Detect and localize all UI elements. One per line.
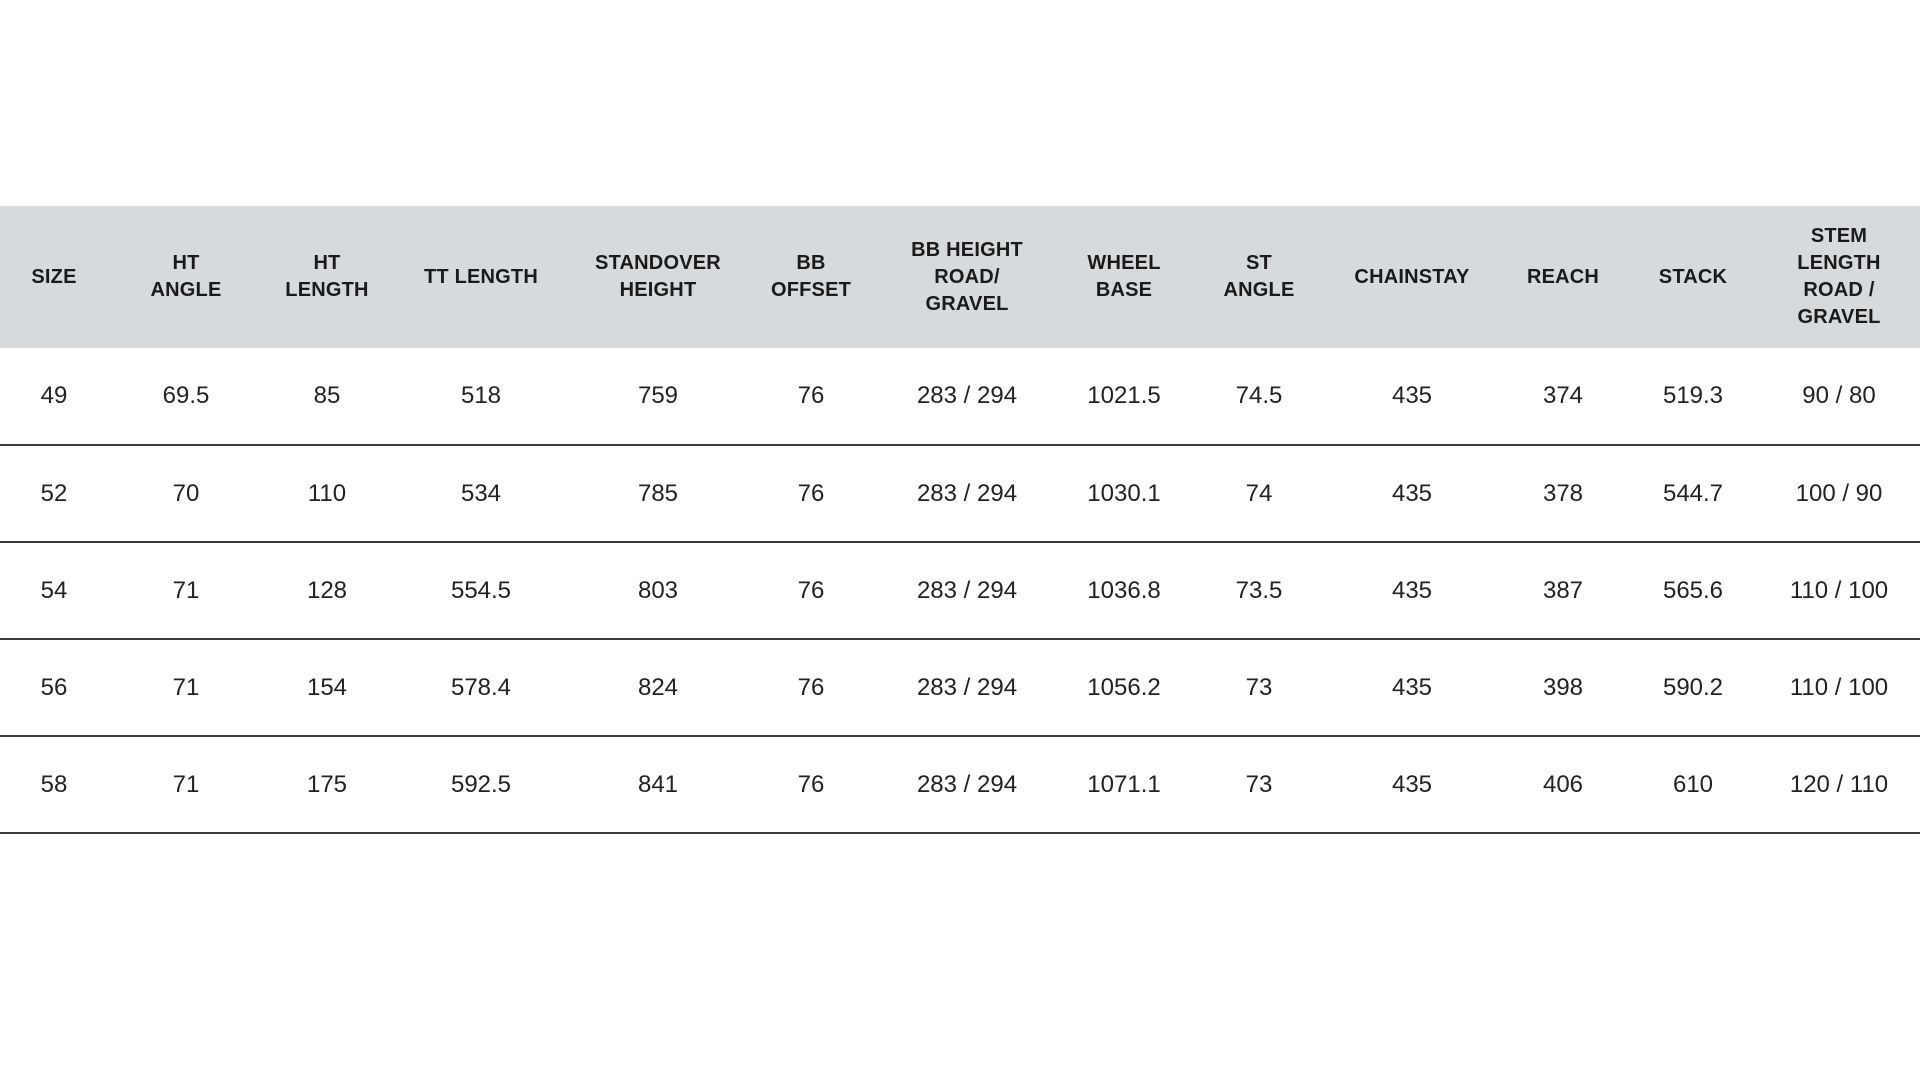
table-cell: 565.6 bbox=[1628, 542, 1758, 639]
table-cell: 378 bbox=[1498, 445, 1628, 542]
table-cell: 76 bbox=[744, 445, 878, 542]
table-cell: 592.5 bbox=[390, 736, 572, 833]
header-bb-offset: BB OFFSET bbox=[770, 252, 852, 301]
header-standover-height: STANDOVER HEIGHT bbox=[595, 252, 721, 301]
table-cell: 85 bbox=[264, 348, 390, 445]
table-cell: 1071.1 bbox=[1056, 736, 1192, 833]
table-cell: 841 bbox=[572, 736, 744, 833]
table-cell: 519.3 bbox=[1628, 348, 1758, 445]
table-cell: 554.5 bbox=[390, 542, 572, 639]
table-cell: 175 bbox=[264, 736, 390, 833]
header-reach: REACH bbox=[1526, 265, 1600, 288]
table-cell: 1056.2 bbox=[1056, 639, 1192, 736]
table-cell: 283 / 294 bbox=[878, 445, 1056, 542]
table-cell: 283 / 294 bbox=[878, 639, 1056, 736]
table-cell: 73 bbox=[1192, 639, 1326, 736]
table-cell: 71 bbox=[108, 639, 264, 736]
table-cell: 120 / 110 bbox=[1758, 736, 1920, 833]
table-cell: 578.4 bbox=[390, 639, 572, 736]
table-header bbox=[0, 206, 1920, 348]
table-cell: 74 bbox=[1192, 445, 1326, 542]
table-row bbox=[0, 639, 1920, 736]
table-cell: 52 bbox=[0, 445, 108, 542]
header-chainstay: CHAINSTAY bbox=[1354, 265, 1470, 288]
table-row bbox=[0, 736, 1920, 833]
table-cell: 435 bbox=[1326, 348, 1498, 445]
header-stack: STACK bbox=[1658, 265, 1728, 288]
table-cell: 387 bbox=[1498, 542, 1628, 639]
table-cell: 1021.5 bbox=[1056, 348, 1192, 445]
table-cell: 74.5 bbox=[1192, 348, 1326, 445]
header-ht-angle: HT ANGLE bbox=[150, 252, 222, 301]
header-size: SIZE bbox=[31, 265, 77, 288]
table-body bbox=[0, 348, 1920, 833]
table-cell: 76 bbox=[744, 542, 878, 639]
table-cell: 90 / 80 bbox=[1758, 348, 1920, 445]
table-cell: 435 bbox=[1326, 639, 1498, 736]
table-cell: 71 bbox=[108, 736, 264, 833]
table-cell: 73.5 bbox=[1192, 542, 1326, 639]
table-cell: 73 bbox=[1192, 736, 1326, 833]
table-cell: 54 bbox=[0, 542, 108, 639]
header-wheel-base: WHEEL BASE bbox=[1087, 252, 1161, 301]
table-row bbox=[0, 348, 1920, 445]
table-cell: 76 bbox=[744, 348, 878, 445]
geometry-table bbox=[0, 206, 1920, 834]
table-row bbox=[0, 542, 1920, 639]
table-cell: 518 bbox=[390, 348, 572, 445]
table-cell: 534 bbox=[390, 445, 572, 542]
table-cell: 71 bbox=[108, 542, 264, 639]
table-cell: 406 bbox=[1498, 736, 1628, 833]
header-row bbox=[0, 206, 1920, 348]
table-cell: 110 / 100 bbox=[1758, 639, 1920, 736]
table-cell: 1030.1 bbox=[1056, 445, 1192, 542]
table-cell: 803 bbox=[572, 542, 744, 639]
table-cell: 283 / 294 bbox=[878, 542, 1056, 639]
table-cell: 70 bbox=[108, 445, 264, 542]
table-cell: 110 / 100 bbox=[1758, 542, 1920, 639]
table-cell: 435 bbox=[1326, 736, 1498, 833]
table-cell: 398 bbox=[1498, 639, 1628, 736]
header-st-angle: ST ANGLE bbox=[1223, 252, 1295, 301]
table-cell: 544.7 bbox=[1628, 445, 1758, 542]
table-cell: 76 bbox=[744, 639, 878, 736]
table-cell: 435 bbox=[1326, 445, 1498, 542]
table-cell: 76 bbox=[744, 736, 878, 833]
header-ht-length: HT LENGTH bbox=[285, 252, 369, 301]
table-cell: 69.5 bbox=[108, 348, 264, 445]
table-cell: 435 bbox=[1326, 542, 1498, 639]
table-cell: 824 bbox=[572, 639, 744, 736]
header-tt-length: TT LENGTH bbox=[423, 265, 538, 288]
table-cell: 58 bbox=[0, 736, 108, 833]
table-cell: 374 bbox=[1498, 348, 1628, 445]
table-cell: 49 bbox=[0, 348, 108, 445]
table-cell: 785 bbox=[572, 445, 744, 542]
table-cell: 590.2 bbox=[1628, 639, 1758, 736]
table-cell: 610 bbox=[1628, 736, 1758, 833]
table-cell: 110 bbox=[264, 445, 390, 542]
table-cell: 56 bbox=[0, 639, 108, 736]
table-cell: 759 bbox=[572, 348, 744, 445]
table-cell: 283 / 294 bbox=[878, 348, 1056, 445]
header-bb-height: BB HEIGHT ROAD/ GRAVEL bbox=[911, 238, 1023, 315]
table-cell: 100 / 90 bbox=[1758, 445, 1920, 542]
header-stem-length: STEM LENGTH ROAD / GRAVEL bbox=[1797, 225, 1881, 328]
table-cell: 283 / 294 bbox=[878, 736, 1056, 833]
table-cell: 154 bbox=[264, 639, 390, 736]
table-cell: 128 bbox=[264, 542, 390, 639]
table-cell: 1036.8 bbox=[1056, 542, 1192, 639]
table-row bbox=[0, 445, 1920, 542]
